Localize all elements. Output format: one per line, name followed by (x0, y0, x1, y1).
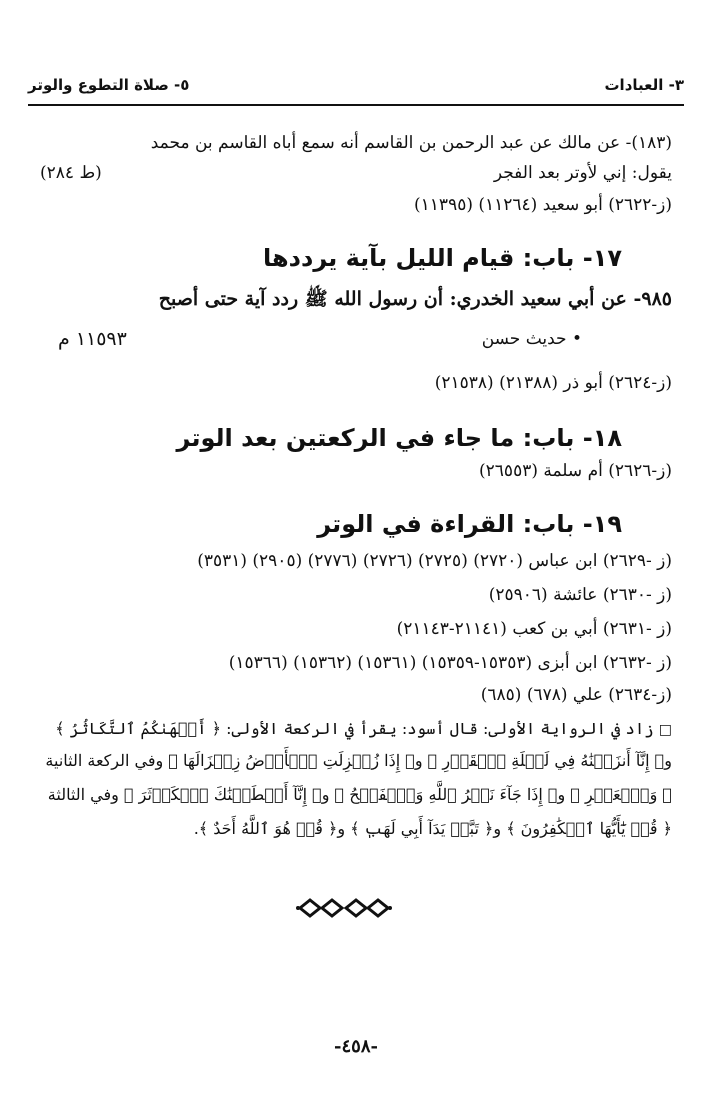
section-title: ٥- صلاة التطوع والوتر (28, 76, 190, 94)
athar-183-line1: (١٨٣)- عن مالك عن عبد الرحمن بن القاسم أنه سمع أباه القاسم بن محمد (150, 133, 672, 153)
note-text-1: زاد في الرواية الأولى: قال أسود: يقرأ في الركعة الأولى: ﴿ أَلۡهَىٰكُمُ ٱلتَّكَاثُرُ ﴾ (55, 719, 654, 738)
musnad-number: ١١٥٩٣ م (58, 328, 127, 350)
note-marker: □ (658, 722, 672, 738)
bab-17-heading: ١٧- باب: قيام الليل بآية يرددها (263, 244, 622, 272)
hadith-grade: • حديث حسن (481, 329, 582, 349)
header-divider (28, 104, 684, 106)
athar-183-line2: يقول: إني لأوتر بعد الفجر (493, 163, 672, 183)
note-line-3: ﴿ وَٱلۡعَصۡرِ ﴾ و﴿ إِذَا جَآءَ نَصۡرُ ٱللَّهِ وَٱلۡفَتۡحُ ﴾ و﴿ إِنَّآ أَعۡطَيۡنَٰكَ ٱلۡكَوۡثَرَ ﴾ وفي الثالثة (47, 785, 672, 804)
bab-18-cross-refs: (ز-٢٦٢٦) أم سلمة (٢٦٥٥٣) (479, 461, 672, 481)
page-number: -٤٥٨- (334, 1036, 378, 1057)
bab-19-ref-4: (ز -٢٦٣٢) ابن أبزى (١٥٣٥٣-١٥٣٥٩) (١٥٣٦١) (١٥٣٦٢) (١٥٣٦٦) (228, 653, 672, 673)
athar-183-line2-wrap (40, 160, 672, 186)
bab-19-heading: ١٩- باب: القراءة في الوتر (317, 510, 622, 538)
bab-17-cross-refs: (ز-٢٦٢٤) أبو ذر (٢١٣٨٨) (٢١٥٣٨) (434, 373, 672, 393)
hadith-985-text: ٩٨٥- عن أبي سعيد الخدري: أن رسول الله ﷺ ردد آية حتى أصبح (158, 288, 672, 310)
athar-183-cross-refs: (ز-٢٦٢٢) أبو سعيد (١١٢٦٤) (١١٣٩٥) (414, 195, 672, 215)
muwatta-reference: (ط ٢٨٤) (40, 163, 102, 183)
running-header (28, 72, 684, 100)
section-ornament (296, 896, 392, 920)
note-line-4: ﴿ قُلۡ يَٰٓأَيُّهَا ٱلۡكَٰفِرُونَ ﴾ و﴿ تَبَّتۡ يَدَآ أَبِي لَهَبٖ ﴾ و﴿ قُلۡ هُوَ ٱللَّهُ أَحَدٌ ﴾. (193, 819, 672, 838)
chapter-title: ٣- العبادات (604, 76, 684, 94)
bab-19-ref-1: (ز -٢٦٢٩) ابن عباس (٢٧٢٠) (٢٧٢٥) (٢٧٢٦) (٢٧٧٦) (٢٩٠٥) (٣٥٣١) (197, 551, 672, 571)
bab-18-heading: ١٨- باب: ما جاء في الركعتين بعد الوتر (176, 424, 622, 452)
hadith-985-grade-row (40, 326, 672, 352)
bab-19-ref-2: (ز -٢٦٣٠) عائشة (٢٥٩٠٦) (488, 585, 672, 605)
note-line-2: و﴿ إِنَّآ أَنزَلۡنَٰهُ فِي لَيۡلَةِ ٱلۡقَدۡرِ ﴾ و﴿ إِذَا زُلۡزِلَتِ ٱلۡأَرۡضُ زِلۡزَالَهَا ﴾ وفي الركعة الثانية (45, 751, 672, 770)
bab-19-ref-5: (ز-٢٦٣٤) علي (٦٧٨) (٦٨٥) (480, 685, 672, 705)
note-line-1 (40, 716, 672, 743)
bab-19-ref-3: (ز -٢٦٣١) أبي بن كعب (٢١١٤١-٢١١٤٣) (396, 619, 672, 639)
